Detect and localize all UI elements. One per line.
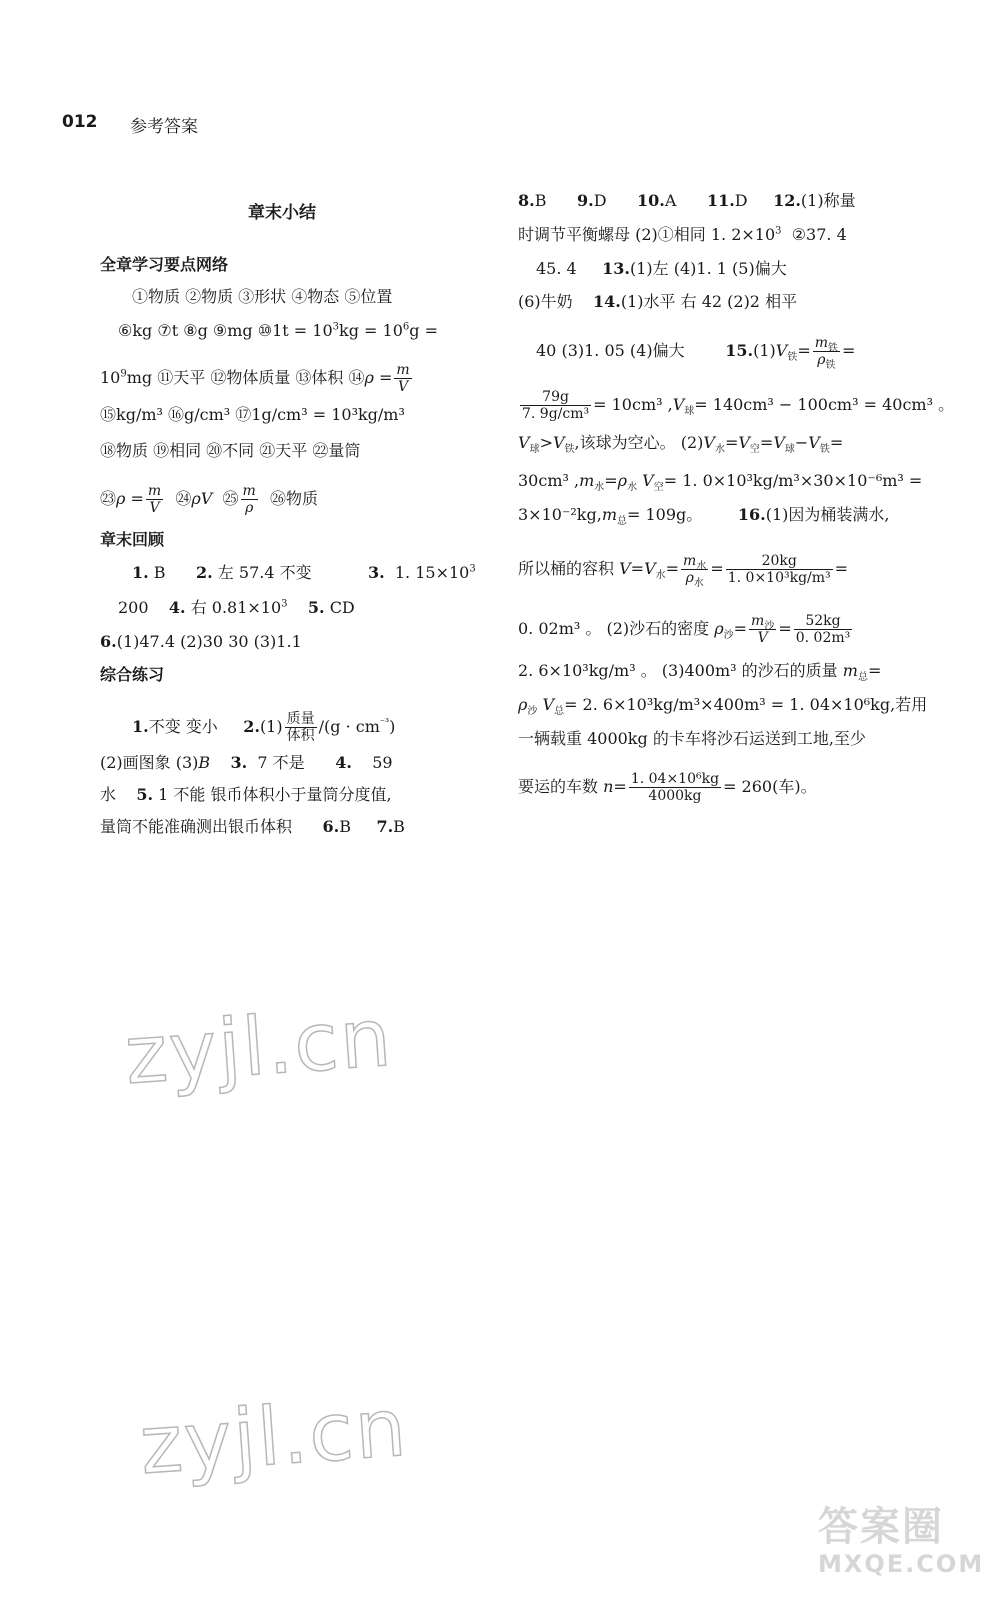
text: 要运的车数 [518,777,599,796]
text: = 10cm³ , [593,395,673,414]
text: (1) [753,341,776,360]
text: ,该球为空心。 (2) [574,433,704,452]
text: B [534,191,547,210]
text: 水 [627,482,638,494]
right-row-10 [518,553,849,589]
watermark-zyjl-2: zyjl.cn [137,1380,411,1493]
network-row-2: ⑥kg ⑦t ⑧g ⑨mg ⑩1t = $10^3kg = 10^6g$ = [118,321,438,340]
text: > [539,433,553,452]
var-v: V [619,559,631,578]
section-title: 章末小结 [248,203,316,223]
qnum: 5. [136,785,154,804]
text: 0. 02m³ [795,630,851,646]
qnum: 3. [230,753,248,772]
right-row-9 [518,505,890,528]
review-row-3 [100,632,302,652]
text: 总 [857,672,868,684]
text: 球 [684,406,695,418]
watermark-logo [818,1495,984,1578]
text: = [829,433,844,452]
text: ⑥kg ⑦t ⑧g ⑨mg ⑩1t = 10 [118,321,333,340]
text: = [604,471,618,490]
network-row-3: $10^9mg$ ⑪天平 ⑫物体质量 ⑬体积 ⑭ρ = $\frac{m}{V}$ [100,362,410,395]
text: 铁 [819,444,830,456]
text: = [724,433,739,452]
right-row-2: 时调节平衡螺母 (2)①相同 1. $2\times 10^3$ ②37. 4 [518,225,847,244]
network-row-1: ①物质 ②物质 ③形状 ④物态 ⑤位置 [132,287,393,306]
text: 总 [617,516,627,528]
text: = [665,559,680,578]
text: 水 [594,482,605,494]
text: 79g [520,389,591,406]
review-row-1 [132,563,166,583]
sec-heading-review: 章末回顾 [100,530,165,549]
text: = [778,619,792,638]
var-m: m [683,553,697,569]
text: 沙 [764,620,775,632]
watermark-zyjl-1: zyjl.cn [122,990,396,1103]
text: 3×10⁻²kg, [518,505,602,524]
right-row-13 [518,695,928,718]
var-v: V [738,433,750,452]
var-v: V [757,630,768,646]
text: 水 [655,570,666,582]
var-v: V [552,433,565,452]
var-m: m [579,471,595,490]
text: 0. 02m³ 。 (2)沙石的密度 [518,619,710,638]
text: 铁 [564,444,575,456]
text: − [794,433,809,452]
text: ) [389,717,396,736]
text: = 140cm³ − 100cm³ = 40cm³ 。 [694,395,955,414]
var-m: m [814,335,829,351]
practice-row-4 [100,817,405,837]
logo-text: 答案圈 [818,1504,944,1550]
fraction [794,613,853,646]
text: 不变 变小 [148,717,218,736]
text: (1)称量 [800,191,856,210]
text: = [613,777,627,796]
network-row-4: ⑮kg/m³ ⑯g/cm³ ⑰1g/cm³ = 10³kg/m³ [100,405,405,424]
text: 1. 04×10⁶kg [630,771,720,787]
var-rho: ρ [617,471,628,490]
fraction [726,553,833,586]
qnum: 1. [132,717,149,736]
rho-v: ρV [191,489,213,508]
fraction [520,389,591,422]
text: mg ⑪天平 ⑫物体质量 ⑬体积 ⑭ [126,368,365,387]
var-v: V [775,341,788,360]
text: 45. 4 [536,259,577,278]
text: 200 [118,598,149,617]
var-rho: ρ [245,500,254,516]
text: = [630,559,645,578]
right-row-8 [518,471,923,494]
fraction [681,553,708,589]
text: D [593,191,607,210]
text: 52kg [794,613,853,630]
text: CD [329,598,355,617]
text: 水 [693,577,704,589]
text: (6)牛奶 [518,292,573,311]
rho-eq: ρ = [364,368,393,387]
var-v: V [703,433,715,452]
qnum: 6. [100,632,117,651]
text: ㉓ [100,489,117,508]
right-row-7 [518,433,844,456]
text: ㉕ [222,489,239,508]
var-v: V [808,433,820,452]
var-n: n [603,777,614,796]
text: (1)因为桶装满水, [765,505,890,524]
text: 7 不是 [257,753,305,772]
text: 40 (3)1. 05 (4)偏大 [536,341,685,360]
text: 2. 6×10³kg/m³ 。 (3)400m³ 的沙石的质量 [518,661,838,680]
right-row-15 [518,771,817,804]
fraction [241,483,258,516]
qnum: 2. [196,563,213,582]
text: 质量 [286,711,315,727]
text: 左 57.4 不变 [217,563,312,582]
text: 4000kg [648,788,702,804]
fraction [629,771,721,804]
text: = 2. 6×10³kg/m³×400m³ = 1. 04×10⁶kg,若用 [564,695,928,714]
qnum: 4. [168,598,186,617]
text: = [834,559,849,578]
qnum: 10. [637,191,665,210]
text: 水 [714,444,725,456]
qnum: 8. [518,191,535,210]
text: = [867,661,882,680]
rho-eq: ρ = [116,489,144,508]
text: = 109g。 [627,505,703,524]
text: 量筒不能准确测出银币体积 [100,817,293,836]
right-row-4 [518,292,797,312]
practice-row-2 [100,753,393,773]
text: B [339,817,351,836]
var-v: V [773,433,785,452]
text: 体积 [286,728,315,744]
text: 空 [653,482,664,494]
qnum: 11. [706,191,735,210]
text: g = [409,321,438,340]
text: 20kg [726,553,833,570]
review-row-2: 200 4. 右 $0.81\times 10^3$ 5. CD [118,598,355,617]
text: ㉔ [175,489,192,508]
header-title: 参考答案 [130,117,198,137]
var-rho: ρ [714,619,724,638]
fraction [285,711,317,744]
qnum: 15. [725,341,754,360]
text: 右 0.81×10 [190,598,282,617]
text: ⁻³ [379,717,390,729]
right-row-1 [518,191,856,211]
var-m: m [396,362,410,378]
text: 球 [784,444,795,456]
var-v: V [672,395,685,414]
qnum: 7. [376,817,394,836]
text: 铁 [787,352,798,364]
page-number: 012 [62,112,98,132]
qnum: 9. [576,191,594,210]
text: (2)画图象 (3) [100,753,199,772]
var-m: m [751,613,765,629]
qnum: 13. [602,259,630,278]
text: 59 [372,753,393,772]
text: 铁 [825,359,836,371]
text: 1. 0×10³kg/m³ [727,570,831,586]
var-v: V [542,695,555,714]
var-rho: ρ [817,352,826,368]
qnum: 5. [307,598,325,617]
text: 10 [100,368,121,387]
text: 所以桶的容积 [518,559,615,578]
text: D [734,191,748,210]
text: 沙 [527,706,538,718]
text: 总 [554,706,565,718]
var-rho: ρ [518,695,528,714]
right-row-3 [536,259,787,279]
qnum: 3. [368,563,385,582]
text: 30cm³ , [518,471,580,490]
fraction [749,613,776,646]
review-row-1b [196,563,312,583]
text: 水 [696,560,707,572]
text: 时调节平衡螺母 (2)①相同 1. 2×10 [518,225,776,244]
text: = [842,341,856,360]
text: kg = 10 [339,321,403,340]
text: (1) [259,717,283,736]
text: 铁 [828,342,839,354]
text: B [393,817,405,836]
answer-b: B [198,753,211,772]
var-m: m [242,483,256,499]
var-v: V [149,500,160,516]
practice-row-3 [100,785,392,805]
text: = [733,619,748,638]
fraction-m-v [394,362,411,395]
text: A [664,191,677,210]
right-row-6 [518,389,954,422]
var-m: m [147,483,162,499]
var-v: V [642,471,654,490]
text: B [153,563,166,582]
fraction [813,335,840,371]
text: /(g · cm [318,717,380,736]
var-v: V [397,379,409,395]
text: = 260(车)。 [723,777,817,796]
right-row-14: 一辆载重 4000kg 的卡车将沙石运送到工地,至少 [518,729,866,748]
text: 1. 15×10 [394,563,470,582]
var-m: m [842,661,858,680]
sec-heading-network: 全章学习要点网络 [100,255,229,274]
qnum: 14. [593,292,621,311]
text: (1)水平 右 42 (2)2 相平 [620,292,798,311]
text: = [710,559,724,578]
review-row-1c: 3. 1. $15\times 10^3$ [368,563,476,582]
sec-heading-practice: 综合练习 [100,665,165,684]
var-rho: ρ [685,570,694,586]
var-m: m [601,505,617,524]
practice-row-1 [132,711,395,744]
network-row-6 [100,483,318,516]
text: = 1. 0×10³kg/m³×30×10⁻⁶m³ = [663,471,923,490]
text: 沙 [723,630,734,642]
text: (1)左 (4)1. 1 (5)偏大 [630,259,787,278]
right-row-11 [518,613,854,646]
text: = [759,433,774,452]
logo-domain: MXQE.COM [818,1550,985,1578]
var-v: V [644,559,656,578]
text: 1 不能 银币体积小于量筒分度值, [158,785,392,804]
text: 7. 9g/cm³ [522,406,590,422]
var-v: V [518,433,530,452]
network-row-5: ⑱物质 ⑲相同 ⑳不同 ㉑天平 ㉒量筒 [100,441,361,460]
text: 空 [749,444,760,456]
qnum: 12. [773,191,801,210]
text: 球 [529,444,540,456]
qnum: 16. [737,505,766,524]
text: 水 [100,785,117,804]
qnum: 2. [243,717,260,736]
text: = [797,341,811,360]
qnum: 6. [322,817,340,836]
right-row-5 [536,335,856,371]
qnum: 1. [132,563,149,582]
text: ㉖物质 [270,489,319,508]
right-row-12 [518,661,882,684]
text: (1)47.4 (2)30 30 (3)1.1 [116,632,302,651]
qnum: 4. [335,753,352,772]
text: ②37. 4 [791,225,847,244]
fraction [146,483,163,516]
